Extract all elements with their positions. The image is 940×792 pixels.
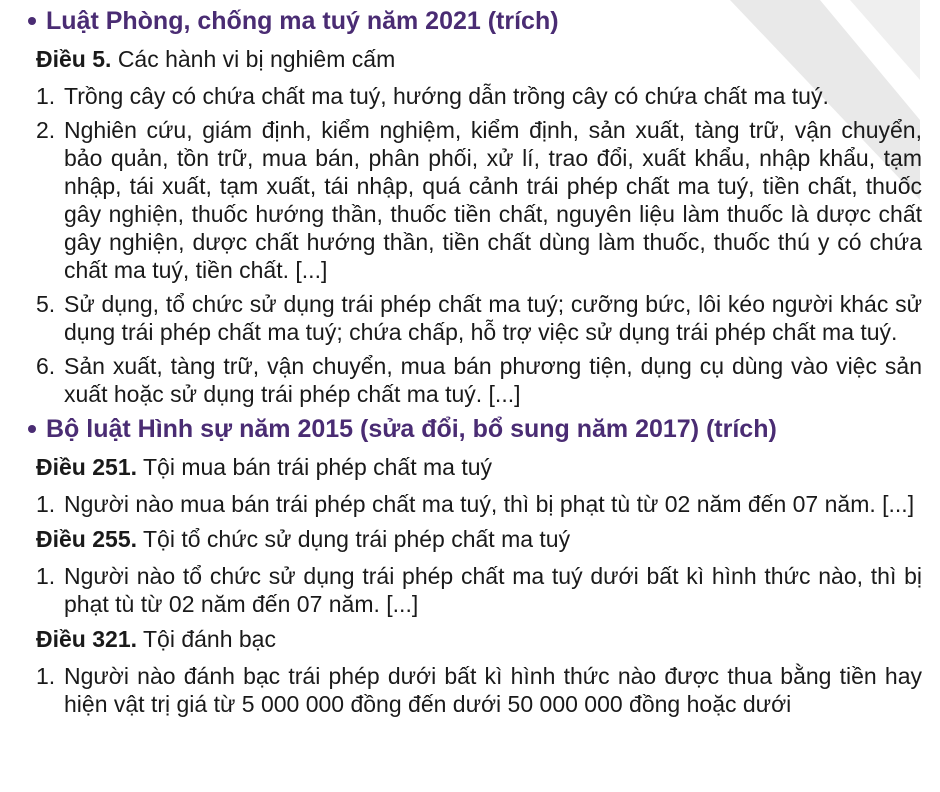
article-label: Điều 5.: [36, 46, 112, 72]
article-heading: [36, 44, 922, 74]
item-text: Sử dụng, tổ chức sử dụng trái phép chất ma tuý; cưỡng bức, lôi kéo người khác sử dụng trái phép chất ma tuý; chứa chấp, hỗ trợ việc sử dụng trái phép chất ma tuý.: [64, 291, 922, 345]
list-item: [36, 562, 922, 618]
article-title: Tội mua bán trái phép chất ma tuý: [142, 454, 493, 480]
item-number: 5.: [36, 291, 56, 317]
item-number: 1.: [36, 663, 56, 689]
list-item: [36, 352, 922, 408]
article-label: Điều 251.: [36, 454, 137, 480]
list-item: [36, 490, 922, 518]
article-heading: [36, 524, 922, 554]
item-number: 6.: [36, 353, 56, 379]
section-title-text: Luật Phòng, chống ma tuý năm 2021 (trích): [46, 7, 559, 35]
section-criminal-code: [28, 414, 922, 718]
article-label: Điều 255.: [36, 526, 137, 552]
item-text: Trồng cây có chứa chất ma tuý, hướng dẫn trồng cây có chứa chất ma tuý.: [64, 83, 829, 109]
article-title: Tội tổ chức sử dụng trái phép chất ma tuý: [142, 526, 571, 552]
article-label: Điều 321.: [36, 626, 137, 652]
article-title: Các hành vi bị nghiêm cấm: [117, 46, 396, 72]
item-number: 1.: [36, 83, 56, 109]
item-number: 2.: [36, 117, 56, 143]
section-title-text: Bộ luật Hình sự năm 2015 (sửa đổi, bổ sung năm 2017) (trích): [46, 415, 777, 443]
article-heading: [36, 624, 922, 654]
section-title: [28, 414, 922, 444]
section-drug-law: [28, 6, 922, 408]
bullet-icon: [28, 425, 36, 433]
article-heading: [36, 452, 922, 482]
list-item: [36, 82, 922, 110]
item-text: Nghiên cứu, giám định, kiểm nghiệm, kiểm định, sản xuất, tàng trữ, vận chuyển, bảo quản, tồn trữ, mua bán, phân phối, xử lí, trao đổi, xuất khẩu, nhập khẩu, tạm nhập, tái xuất, tạm xuất, tái nhập, quá cảnh trái phép chất ma tuý, tiền chất, thuốc gây nghiện, thuốc hướng thần, thuốc tiền chất, nguyên liệu làm thuốc là dược chất gây nghiện, dược chất hướng thần, tiền chất dùng làm thuốc, thuốc thú y có chứa chất ma tuý, tiền chất. [...]: [64, 117, 922, 283]
item-number: 1.: [36, 563, 56, 589]
item-text: Người nào mua bán trái phép chất ma tuý, thì bị phạt tù từ 02 năm đến 07 năm. [...]: [64, 491, 915, 517]
list-item: [36, 662, 922, 718]
item-text: Người nào tổ chức sử dụng trái phép chất ma tuý dưới bất kì hình thức nào, thì bị phạt tù từ 02 năm đến 07 năm. [...]: [64, 563, 922, 617]
item-number: 1.: [36, 491, 56, 517]
list-item: [36, 116, 922, 284]
item-text: Sản xuất, tàng trữ, vận chuyển, mua bán phương tiện, dụng cụ dùng vào việc sản xuất hoặc sử dụng trái phép chất ma tuý. [...]: [64, 353, 922, 407]
article-title: Tội đánh bạc: [142, 626, 276, 652]
bullet-icon: [28, 17, 36, 25]
section-title: [28, 6, 922, 36]
item-text: Người nào đánh bạc trái phép dưới bất kì hình thức nào được thua bằng tiền hay hiện vật trị giá từ 5 000 000 đồng đến dưới 50 000 000 đồng hoặc dưới: [64, 663, 922, 717]
list-item: [36, 290, 922, 346]
